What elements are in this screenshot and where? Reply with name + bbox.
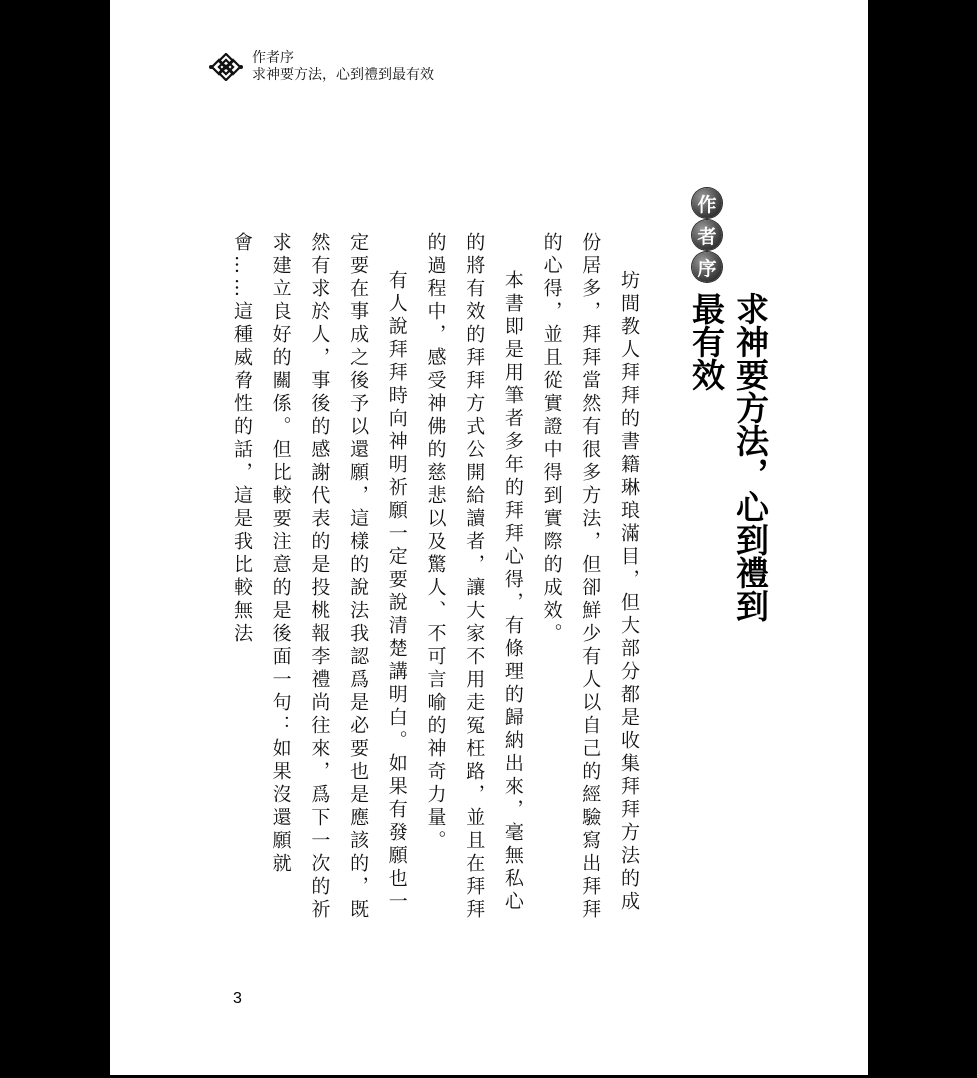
paragraph: 本書即是用筆者多年的拜拜心得，有條理的歸納出來，毫無私心的將有效的拜拜方式公開給讀者，讓大家不用走冤枉路，並且在拜拜的過程中，感受神佛的慈悲以及驚人、不可言喻的神奇力量。 [424, 232, 524, 922]
running-header-text [252, 50, 434, 84]
chapter-title: 求神要方法，心到禮到最有效 [687, 292, 770, 622]
badge-char: 作 [692, 188, 722, 218]
paragraph: 有人說拜拜時向神明祈願一定要說清楚講明白。如果有發願也一定要在事成之後予以還願，這樣的說法我認爲是必要也是應該的，既然有求於人，事後的感謝代表的是投桃報李禮尚往來，爲下一次的祈求建立良好的關係。但比較要注意的是後面一句：如果沒還願就會……這種威脅性的話，這是我比較無法 [230, 232, 408, 922]
endless-knot-icon [208, 53, 244, 81]
running-header-title: 求神要方法，心到禮到最有效 [252, 67, 434, 83]
running-header [208, 50, 434, 84]
running-header-section: 作者序 [252, 50, 294, 66]
body-text [222, 232, 648, 926]
paragraph: 坊間教人拜拜的書籍琳琅滿目，但大部分都是收集拜拜方法的成份居多，拜拜當然有很多方法，但卻鮮少有人以自己的經驗寫出拜拜的心得，並且從實證中得到實際的成效。 [540, 232, 640, 922]
badge-char: 者 [692, 220, 722, 250]
preface-badge [692, 188, 722, 284]
book-page [110, 0, 868, 1075]
badge-char: 序 [692, 252, 722, 282]
chapter-title-block [684, 188, 770, 638]
page-number: 3 [233, 990, 242, 1007]
